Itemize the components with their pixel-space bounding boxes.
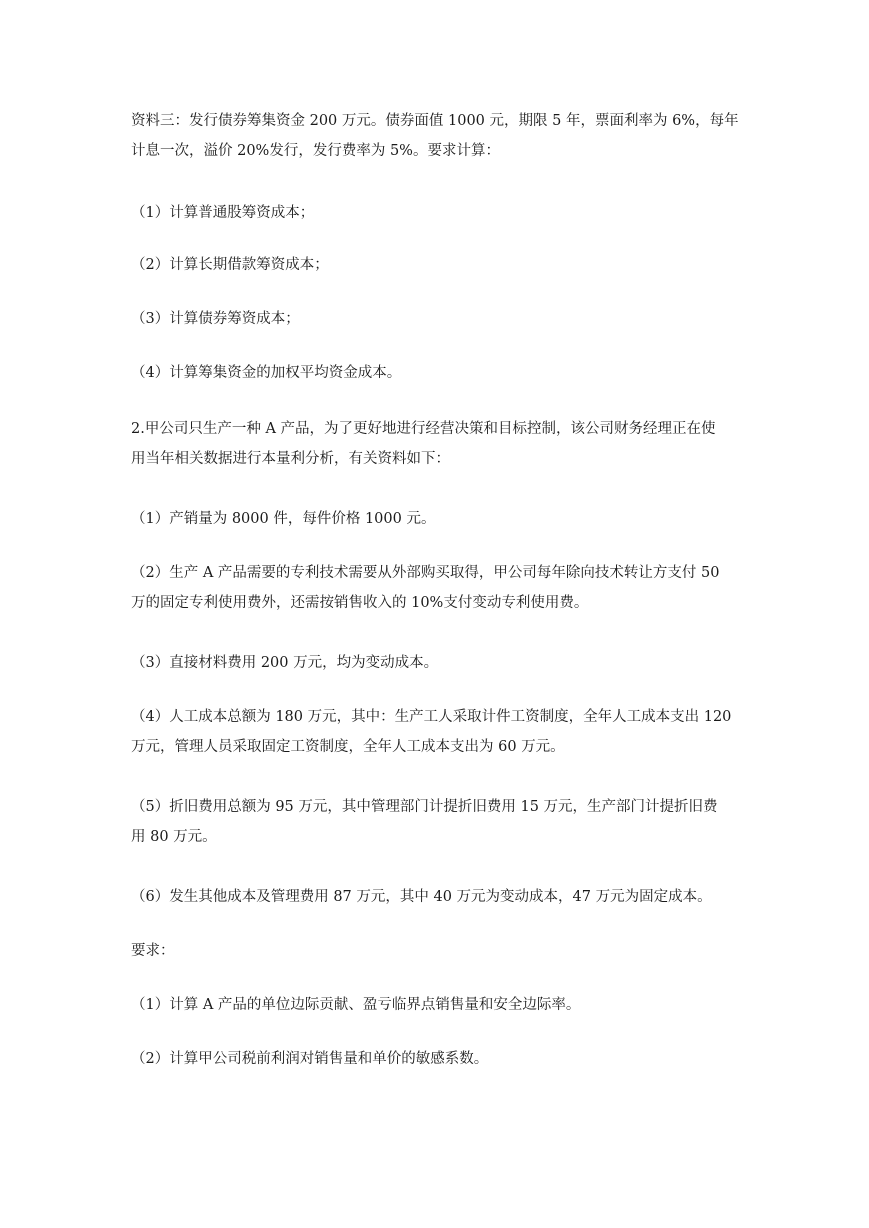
problem2-line-1: 2.甲公司只生产一种 A 产品，为了更好地进行经营决策和目标控制，该公司财务经理正在使: [131, 421, 716, 437]
data-item-2: （2）生产 A 产品需要的专利技术需要从外部购买取得，甲公司每年除向技术转让方支付 50 万的固定专利使用费外，还需按销售收入的 10%支付变动专利使用费。: [131, 565, 720, 611]
requirement-1: （1）计算 A 产品的单位边际贡献、盈亏临界点销售量和安全边际率。: [131, 997, 581, 1013]
data-item-6: （6）发生其他成本及管理费用 87 万元，其中 40 万元为变动成本，47 万元为固定成本。: [131, 889, 712, 905]
material3-line-1: 资料三：发行债券筹集资金 200 万元。债券面值 1000 元，期限 5 年，票面利率为 6%，每年: [131, 113, 739, 129]
q1-item-2: （2）计算长期借款筹资成本；: [131, 257, 329, 273]
material3-paragraph: [131, 106, 743, 166]
q1-item-3: （3）计算债券筹资成本；: [131, 311, 300, 327]
requirement-2: （2）计算甲公司税前利润对销售量和单价的敏感系数。: [131, 1051, 489, 1067]
problem2-line-2: 用当年相关数据进行本量利分析，有关资料如下：: [131, 451, 450, 467]
requirements-label: 要求：: [131, 943, 175, 959]
q1-item-4: （4）计算筹集资金的加权平均资金成本。: [131, 365, 402, 381]
data-item-3: （3）直接材料费用 200 万元，均为变动成本。: [131, 655, 439, 671]
material3-line-2: 计息一次，溢价 20%发行，发行费率为 5%。要求计算：: [131, 143, 500, 159]
data-item-1: （1）产销量为 8000 件，每件价格 1000 元。: [131, 511, 436, 527]
q1-item-1: （1）计算普通股筹资成本；: [131, 205, 315, 221]
data-item-5: （5）折旧费用总额为 95 万元，其中管理部门计提折旧费用 15 万元，生产部门计提折旧费 用 80 万元。: [131, 799, 718, 845]
problem2-paragraph: [131, 414, 743, 474]
data-item-4: （4）人工成本总额为 180 万元，其中：生产工人采取计件工资制度，全年人工成本支出 120 万元，管理人员采取固定工资制度，全年人工成本支出为 60 万元。: [131, 709, 732, 755]
